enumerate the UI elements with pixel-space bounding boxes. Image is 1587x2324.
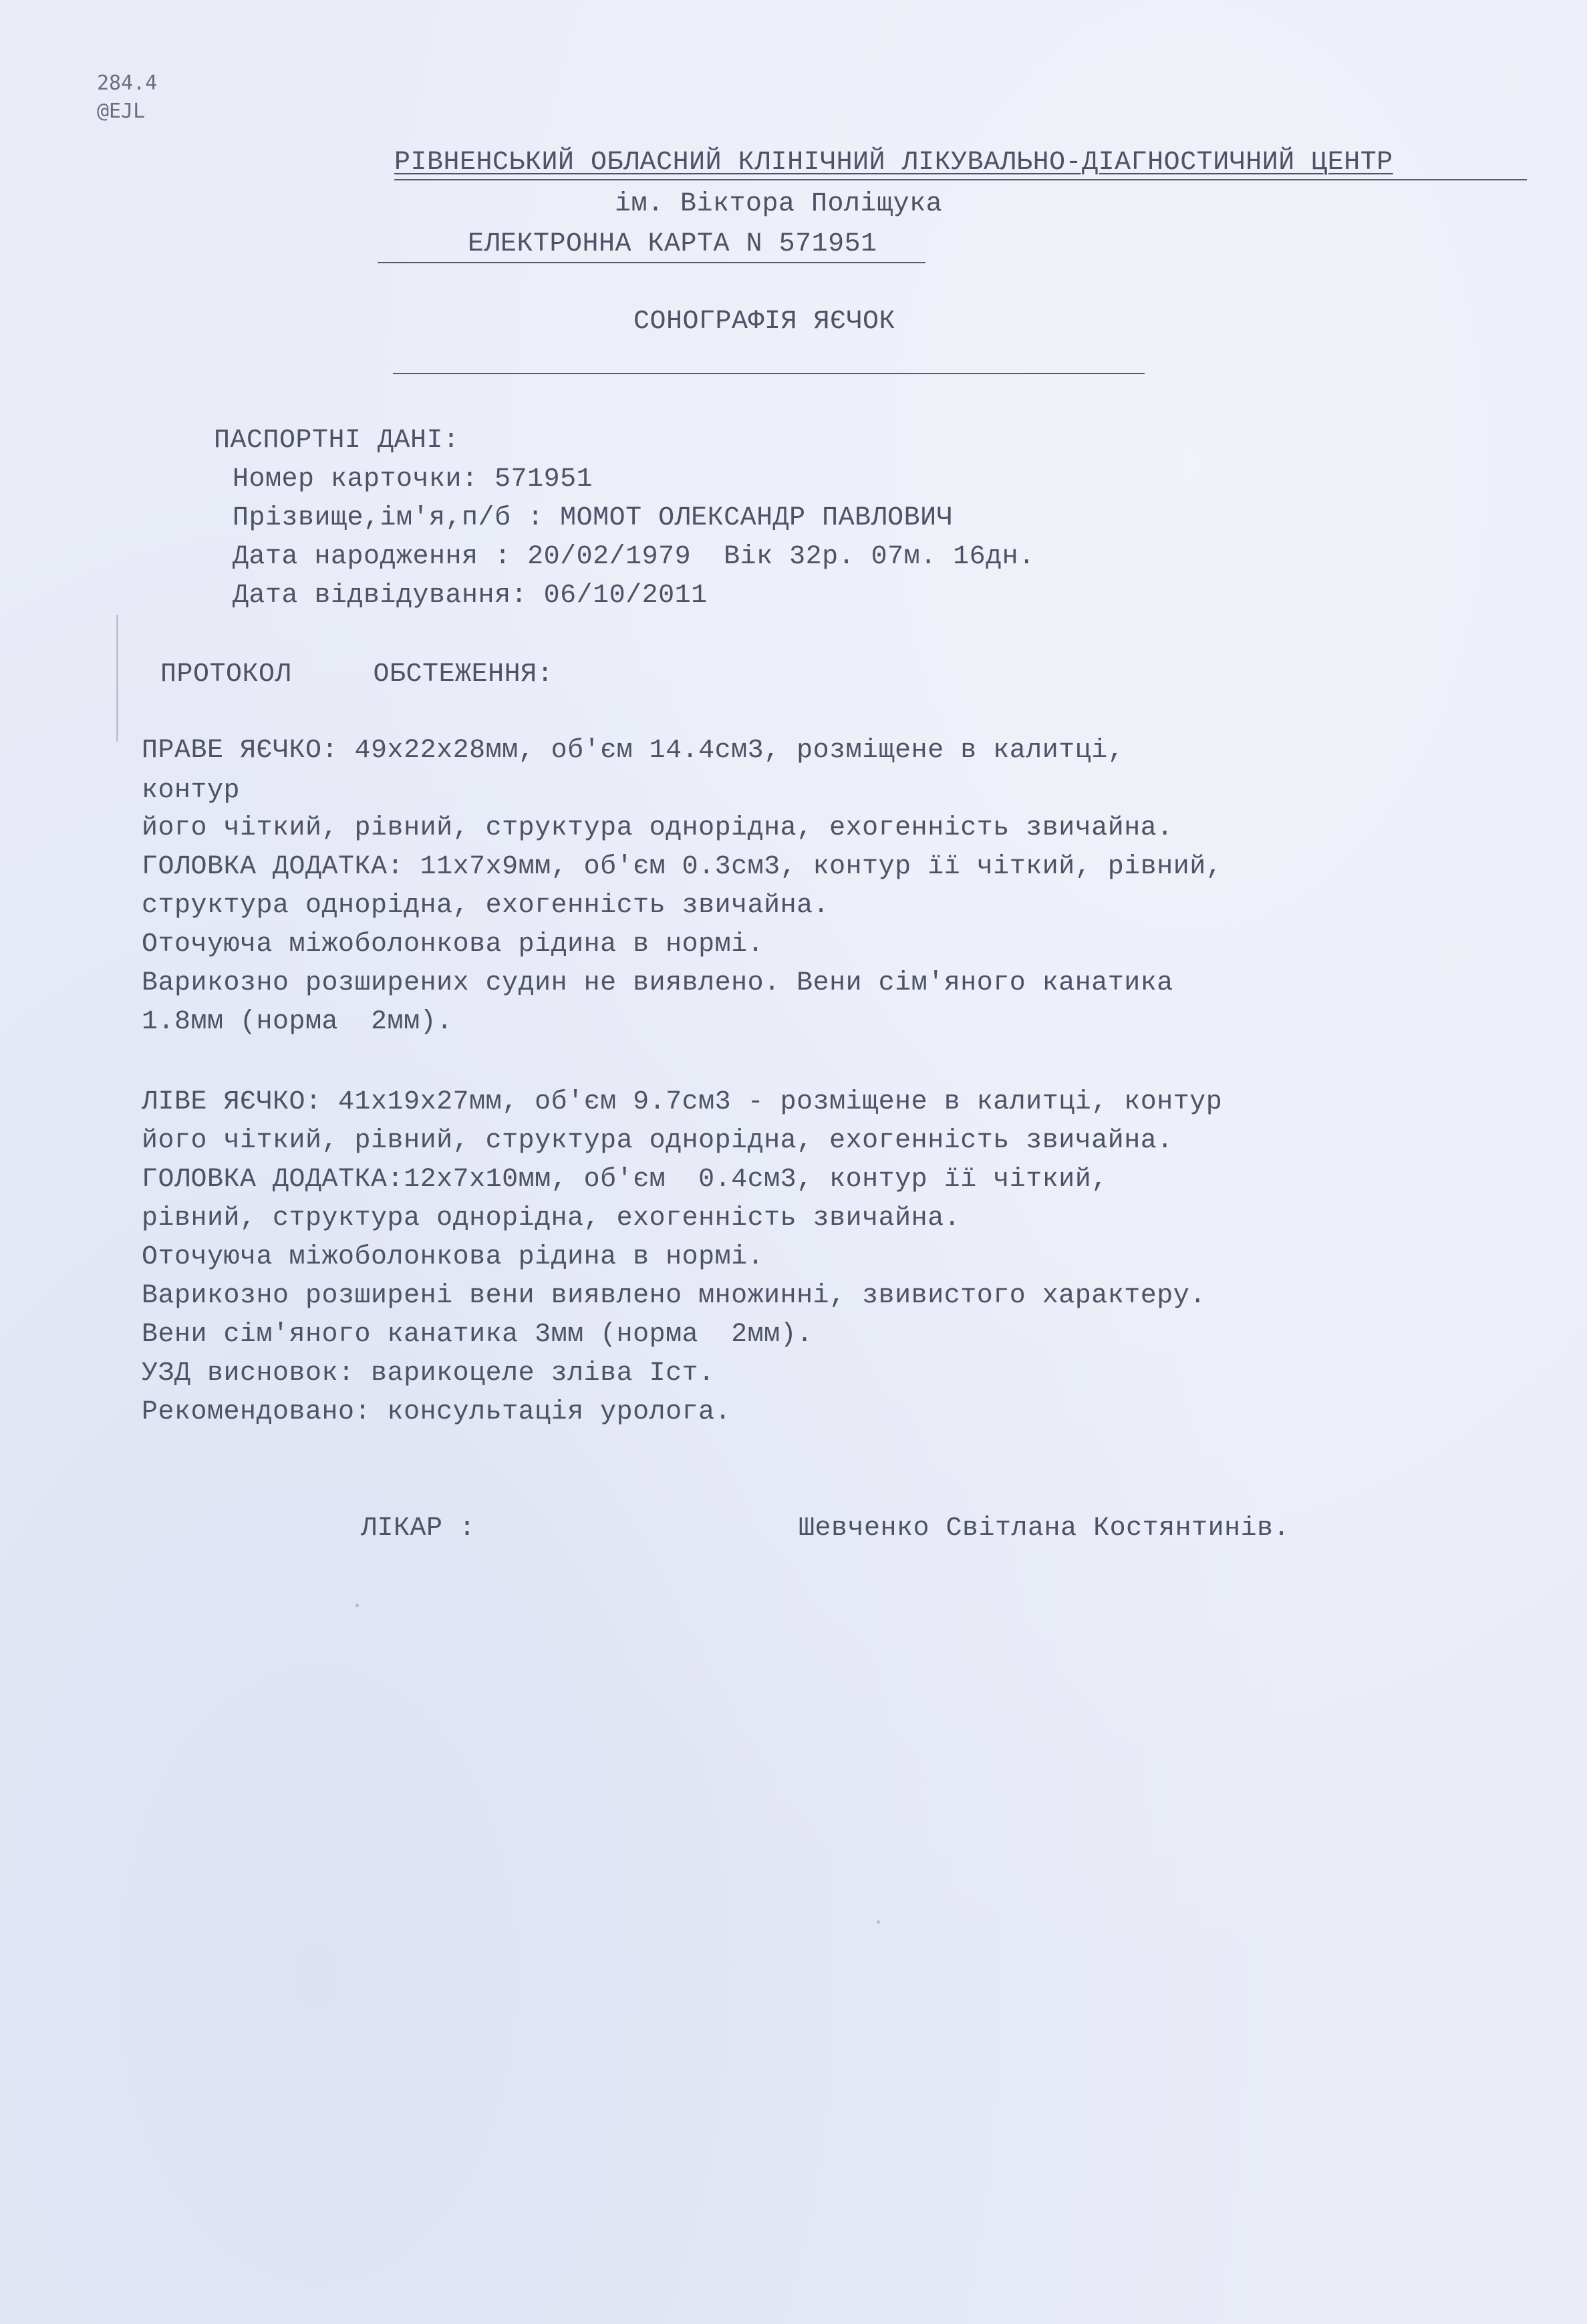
named-after: ім. Віктора Поліщука — [615, 189, 943, 219]
right-line-7: Варикозно розширених судин не виявлено. Вени сім'яного канатика — [142, 968, 1173, 998]
passport-name: Прізвище,ім'я,п/б : МОМОТ ОЛЕКСАНДР ПАВЛОВИЧ — [233, 503, 954, 533]
left-line-4: рівний, структура однорідна, ехогенність звичайна. — [142, 1203, 961, 1233]
right-line-5: структура однорідна, ехогенність звичайна. — [142, 891, 830, 921]
right-line-1: ПРАВЕ ЯЄЧКО: 49x22x28мм, об'єм 14.4см3, розміщене в калитці, — [142, 736, 1125, 766]
stamp-line-2: @EJL — [97, 100, 146, 123]
right-line-8: 1.8мм (норма 2мм). — [142, 1007, 453, 1037]
protocol-heading: ПРОТОКОЛ ОБСТЕЖЕННЯ: — [160, 660, 554, 690]
passport-heading: ПАСПОРТНІ ДАНІ: — [214, 426, 460, 456]
left-line-1: ЛІВЕ ЯЄЧКО: 41x19x27мм, об'єм 9.7см3 - розміщене в калитці, контур — [142, 1087, 1223, 1117]
exam-title: СОНОГРАФІЯ ЯЄЧОК — [633, 307, 896, 337]
doctor-name: Шевченко Світлана Костянтинів. — [799, 1513, 1290, 1544]
passport-visit: Дата відвідування: 06/10/2011 — [233, 581, 708, 611]
recommendation-line: Рекомендовано: консультація уролога. — [142, 1397, 732, 1427]
card-number-title: ЕЛЕКТРОННА КАРТА N 571951 — [468, 229, 877, 259]
right-line-3: його чіткий, рівний, структура однорідна, ехогенність звичайна. — [142, 813, 1173, 843]
speck — [877, 1920, 880, 1924]
left-line-6: Варикозно розширені вени виявлено множинні, звивистого характеру. — [142, 1281, 1206, 1311]
left-line-2: його чіткий, рівний, структура однорідна, ехогенність звичайна. — [142, 1126, 1173, 1156]
margin-mark — [116, 615, 118, 742]
card-underline — [378, 262, 925, 263]
left-line-7: Вени сім'яного канатика 3мм (норма 2мм). — [142, 1320, 813, 1350]
conclusion-line: УЗД висновок: варикоцеле зліва Іст. — [142, 1358, 715, 1389]
institution-title: РІВНЕНСЬКИЙ ОБЛАСНИЙ КЛІНІЧНИЙ ЛІКУВАЛЬНО-ДІАГНОСТИЧНИЙ ЦЕНТР — [394, 148, 1393, 178]
institution-underline — [394, 179, 1527, 180]
title-rule — [393, 373, 1145, 374]
right-line-2: контур — [142, 776, 241, 806]
speck — [355, 1604, 359, 1607]
stamp-line-1: 284.4 — [97, 71, 158, 95]
passport-birth: Дата народження : 20/02/1979 Вік 32р. 07м. 16дн. — [233, 542, 1035, 572]
right-line-6: Оточуюча міжоболонкова рідина в нормі. — [142, 929, 764, 960]
right-line-4: ГОЛОВКА ДОДАТКА: 11x7x9мм, об'єм 0.3см3, контур її чіткий, рівний, — [142, 852, 1223, 882]
left-line-3: ГОЛОВКА ДОДАТКА:12x7x10мм, об'єм 0.4см3, контур її чіткий, — [142, 1165, 1108, 1195]
left-line-5: Оточуюча міжоболонкова рідина в нормі. — [142, 1242, 764, 1272]
doctor-label: ЛІКАР : — [361, 1513, 476, 1544]
passport-card-number: Номер карточки: 571951 — [233, 464, 593, 494]
